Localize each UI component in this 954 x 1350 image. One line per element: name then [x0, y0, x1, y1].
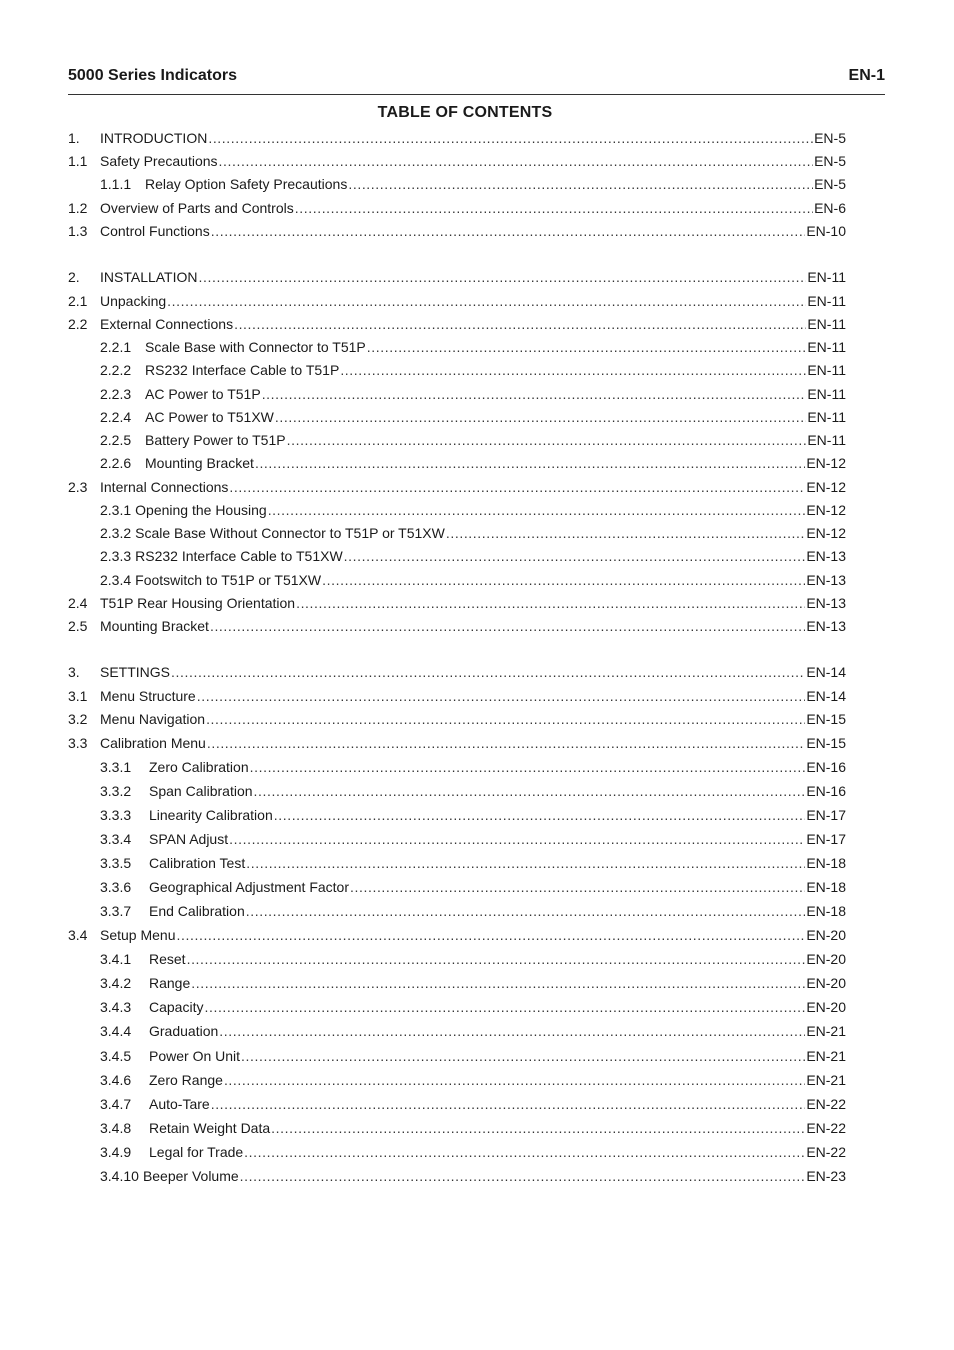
dot-leader [367, 337, 807, 357]
toc-entry-number: 3.4.2 [100, 975, 132, 991]
toc-entry-page: EN-12 [806, 455, 846, 471]
toc-entry-label: Span Calibration [149, 783, 253, 799]
dot-leader [271, 1118, 805, 1138]
toc-entry-number: 2.2.2 [100, 362, 132, 378]
toc-entry-page: EN-22 [806, 1096, 846, 1112]
toc-entry-page: EN-5 [814, 176, 846, 192]
toc-entry-number: 3.3.4 [100, 831, 132, 847]
toc-entry-number: 3.4.9 [100, 1144, 132, 1160]
toc-entry-page: EN-12 [806, 479, 846, 495]
toc-entry[interactable] [68, 291, 846, 311]
toc-entry[interactable] [68, 1070, 846, 1090]
toc-entry[interactable] [68, 267, 846, 287]
toc-entry-label: Zero Range [149, 1072, 223, 1088]
dot-leader [199, 267, 807, 287]
toc-entry-label: Control Functions [100, 223, 210, 239]
toc-entry-label: Power On Unit [149, 1048, 241, 1064]
dot-leader [210, 616, 805, 636]
toc-entry-page: EN-11 [807, 362, 846, 378]
dot-leader [274, 805, 806, 825]
toc-entry-number: 2.2 [68, 316, 88, 332]
dot-leader [244, 1142, 805, 1162]
dot-leader [348, 174, 813, 194]
toc-entry-label: Setup Menu [100, 927, 176, 943]
toc-entry[interactable] [68, 949, 846, 969]
toc-entry-label: T51P Rear Housing Orientation [100, 595, 296, 611]
toc-entry-page: EN-11 [807, 339, 846, 355]
dot-leader [446, 523, 805, 543]
toc-entry-number: 3.4.4 [100, 1023, 132, 1039]
toc-entry-number: 3.2 [68, 711, 88, 727]
toc-entry[interactable] [68, 1094, 846, 1114]
dot-leader [246, 853, 805, 873]
toc-heading: TABLE OF CONTENTS [377, 104, 553, 121]
toc-entry-number: 3.3 [68, 735, 88, 751]
toc-entry-number: 2.1 [68, 293, 88, 309]
toc-entry-label: Calibration Menu [100, 735, 206, 751]
dot-leader [219, 151, 814, 171]
toc-entry-label: Menu Structure [100, 688, 196, 704]
toc-entry-page: EN-18 [806, 879, 846, 895]
toc-entry-label: INSTALLATION [100, 269, 198, 285]
toc-entry[interactable] [68, 477, 846, 497]
toc-entry-page: EN-11 [807, 409, 846, 425]
toc-entry[interactable] [68, 1118, 846, 1138]
toc-entry-label: Geographical Adjustment Factor [149, 879, 349, 895]
dot-leader [224, 1070, 805, 1090]
toc-entry[interactable] [68, 616, 846, 636]
dot-leader [241, 1046, 805, 1066]
toc-entry[interactable] [68, 198, 846, 218]
toc-entry-label: Calibration Test [149, 855, 246, 871]
toc-entry-label: AC Power to T51P [145, 386, 261, 402]
dot-leader [206, 709, 805, 729]
toc-entry-page: EN-18 [806, 855, 846, 871]
toc-entry-number: 2.3.1 [100, 502, 132, 518]
toc-entry-number: 3.4.10 [100, 1168, 139, 1184]
dot-leader [204, 997, 805, 1017]
toc-entry-label: Safety Precautions [100, 153, 218, 169]
toc-entry-label: Overview of Parts and Controls [100, 200, 294, 216]
toc-entry-page: EN-21 [806, 1048, 846, 1064]
toc-entry[interactable] [68, 128, 846, 148]
toc-entry-label: Battery Power to T51P [145, 432, 286, 448]
dot-leader [287, 430, 807, 450]
toc-entry[interactable] [68, 997, 846, 1017]
toc-entry-number: 2.2.4 [100, 409, 132, 425]
toc-entry[interactable] [68, 1021, 846, 1041]
toc-entry-number: 3.3.6 [100, 879, 132, 895]
document-title: 5000 Series Indicators [68, 67, 237, 84]
toc-entry-label: AC Power to T51XW [145, 409, 274, 425]
toc-entry-page: EN-17 [806, 831, 846, 847]
toc-entry-number: 2.2.5 [100, 432, 132, 448]
dot-leader [229, 829, 805, 849]
dot-leader [295, 198, 813, 218]
toc-entry-label: INTRODUCTION [100, 130, 208, 146]
toc-entry-page: EN-22 [806, 1144, 846, 1160]
toc-entry-page: EN-15 [806, 735, 846, 751]
toc-entry-number: 2.2.1 [100, 339, 132, 355]
toc-entry-number: 2.2.6 [100, 455, 132, 471]
toc-entry[interactable] [68, 593, 846, 613]
toc-entry[interactable] [68, 1046, 846, 1066]
toc-entry-page: EN-20 [806, 975, 846, 991]
toc-entry-page: EN-11 [807, 293, 846, 309]
dot-leader [167, 291, 806, 311]
toc-entry-number: 1.2 [68, 200, 88, 216]
dot-leader [191, 973, 805, 993]
toc-entry-label: Graduation [149, 1023, 219, 1039]
dot-leader [340, 360, 806, 380]
toc-entry-number: 2.3 [68, 479, 88, 495]
toc-entry-number: 3.3.2 [100, 783, 132, 799]
toc-entry[interactable] [68, 925, 846, 945]
toc-entry-number: 2. [68, 269, 80, 285]
dot-leader [275, 407, 806, 427]
toc-entry[interactable] [68, 337, 846, 357]
toc-entry-page: EN-13 [806, 618, 846, 634]
toc-entry-number: 2.4 [68, 595, 88, 611]
toc-entry-label: Linearity Calibration [149, 807, 273, 823]
toc-entry-label: Opening the Housing [135, 502, 267, 518]
toc-entry-number: 3.3.5 [100, 855, 132, 871]
toc-entry-label: Zero Calibration [149, 759, 249, 775]
toc-entry-label: Scale Base Without Connector to T51P or T51XW [135, 525, 445, 541]
dot-leader [262, 384, 807, 404]
toc-entry-page: EN-21 [806, 1072, 846, 1088]
dot-leader [350, 877, 805, 897]
toc-entry-label: Mounting Bracket [145, 455, 254, 471]
toc-entry-page: EN-13 [806, 595, 846, 611]
toc-entry-label: Relay Option Safety Precautions [145, 176, 348, 192]
toc-entry-label: Menu Navigation [100, 711, 206, 727]
toc-entry-number: 3.4.5 [100, 1048, 132, 1064]
toc-entry-label: RS232 Interface Cable to T51P [145, 362, 340, 378]
dot-leader [211, 221, 806, 241]
toc-entry-label: Auto-Tare [149, 1096, 210, 1112]
toc-entry[interactable] [68, 973, 846, 993]
toc-entry-page: EN-21 [806, 1023, 846, 1039]
toc-entry-number: 2.5 [68, 618, 88, 634]
toc-entry[interactable] [68, 453, 846, 473]
toc-entry-number: 3.3.3 [100, 807, 132, 823]
toc-entry-page: EN-18 [806, 903, 846, 919]
toc-entry-page: EN-12 [806, 525, 846, 541]
toc-entry-page: EN-16 [806, 759, 846, 775]
page-number: EN-1 [848, 67, 885, 84]
toc-entry-label: Capacity [149, 999, 204, 1015]
dot-leader [250, 757, 806, 777]
toc-entry[interactable] [68, 384, 846, 404]
toc-entry[interactable] [68, 500, 846, 520]
toc-entry-label: Retain Weight Data [149, 1120, 271, 1136]
toc-entry[interactable] [68, 570, 846, 590]
toc-entry-label: Mounting Bracket [100, 618, 209, 634]
toc-entry[interactable] [68, 221, 846, 241]
toc-entry-page: EN-5 [814, 153, 846, 169]
toc-entry[interactable] [68, 151, 846, 171]
toc-entry-number: 3.4.8 [100, 1120, 132, 1136]
toc-entry-page: EN-14 [806, 664, 846, 680]
dot-leader [254, 781, 806, 801]
dot-leader [187, 949, 806, 969]
toc-entry-number: 3.4.3 [100, 999, 132, 1015]
toc-entry-label: Range [149, 975, 191, 991]
dot-leader [255, 453, 805, 473]
toc-entry-label: Reset [149, 951, 186, 967]
toc-entry-number: 3.1 [68, 688, 88, 704]
toc-entry-number: 2.2.3 [100, 386, 132, 402]
toc-entry[interactable] [68, 805, 846, 825]
toc-entry-page: EN-11 [807, 432, 846, 448]
toc-entry[interactable] [68, 877, 846, 897]
dot-leader [268, 500, 806, 520]
toc-entry-label: Beeper Volume [142, 1168, 239, 1184]
toc-entry[interactable] [68, 901, 846, 921]
toc-entry-page: EN-5 [814, 130, 846, 146]
dot-leader [171, 662, 805, 682]
toc-entry[interactable] [68, 546, 846, 566]
dot-leader [197, 686, 806, 706]
toc-entry-page: EN-15 [806, 711, 846, 727]
toc-entry-page: EN-12 [806, 502, 846, 518]
toc-entry[interactable] [68, 360, 846, 380]
toc-entry[interactable] [68, 174, 846, 194]
toc-entry[interactable] [68, 709, 846, 729]
toc-entry-page: EN-23 [806, 1168, 846, 1184]
toc-entry-number: 2.3.2 [100, 525, 132, 541]
toc-entry-label: SPAN Adjust [149, 831, 229, 847]
toc-entry-page: EN-13 [806, 572, 846, 588]
toc-entry[interactable] [68, 314, 846, 334]
toc-entry-number: 3.4.6 [100, 1072, 132, 1088]
toc-entry-page: EN-20 [806, 951, 846, 967]
toc-entry[interactable] [68, 662, 846, 682]
toc-entry[interactable] [68, 1142, 846, 1162]
toc-entry[interactable] [68, 781, 846, 801]
toc-entry-page: EN-11 [807, 316, 846, 332]
toc-entry-page: EN-22 [806, 1120, 846, 1136]
toc-entry-label: Footswitch to T51P or T51XW [135, 572, 322, 588]
toc-entry-number: 3.4 [68, 927, 88, 943]
toc-entry-page: EN-17 [806, 807, 846, 823]
dot-leader [219, 1021, 805, 1041]
dot-leader [207, 733, 805, 753]
toc-entry[interactable] [68, 686, 846, 706]
toc-entry[interactable] [68, 407, 846, 427]
toc-entry-number: 3.3.1 [100, 759, 132, 775]
page-header [68, 66, 885, 95]
toc-entry-number: 3.4.7 [100, 1096, 132, 1112]
toc-entry-page: EN-20 [806, 999, 846, 1015]
dot-leader [208, 128, 813, 148]
toc-entry-label: Internal Connections [100, 479, 229, 495]
dot-leader [211, 1094, 806, 1114]
toc-entry-number: 1.1 [68, 153, 88, 169]
toc-entry-page: EN-20 [806, 927, 846, 943]
toc-entry-label: Unpacking [100, 293, 167, 309]
toc-entry-label: RS232 Interface Cable to T51XW [135, 548, 343, 564]
toc-entry[interactable] [68, 523, 846, 543]
toc-entry[interactable] [68, 853, 846, 873]
dot-leader [240, 1166, 806, 1186]
toc-entry-number: 2.3.4 [100, 572, 132, 588]
toc-entry-number: 1.3 [68, 223, 88, 239]
toc-entry-label: Legal for Trade [149, 1144, 244, 1160]
toc-entry[interactable] [68, 733, 846, 753]
toc-entry-number: 3.4.1 [100, 951, 132, 967]
dot-leader [177, 925, 806, 945]
dot-leader [229, 477, 805, 497]
dot-leader [296, 593, 805, 613]
dot-leader [246, 901, 806, 921]
toc-entry-label: End Calibration [149, 903, 245, 919]
toc-entry-page: EN-16 [806, 783, 846, 799]
toc-entry-number: 3. [68, 664, 80, 680]
toc-entry-page: EN-11 [807, 386, 846, 402]
toc-entry-number: 1. [68, 130, 80, 146]
toc-entry-page: EN-10 [806, 223, 846, 239]
toc-entry-number: 1.1.1 [100, 176, 132, 192]
toc-entry-label: SETTINGS [100, 664, 171, 680]
toc-entry[interactable] [68, 829, 846, 849]
toc-entry-number: 2.3.3 [100, 548, 132, 564]
dot-leader [234, 314, 806, 334]
toc-entry-label: Scale Base with Connector to T51P [145, 339, 366, 355]
toc-entry[interactable] [68, 1166, 846, 1186]
dot-leader [344, 546, 806, 566]
toc-entry-page: EN-14 [806, 688, 846, 704]
toc-entry[interactable] [68, 430, 846, 450]
toc-entry-number: 3.3.7 [100, 903, 132, 919]
toc-entry-page: EN-11 [807, 269, 846, 285]
toc-entry-page: EN-13 [806, 548, 846, 564]
dot-leader [322, 570, 805, 590]
toc-entry-label: External Connections [100, 316, 234, 332]
toc-entry-page: EN-6 [814, 200, 846, 216]
toc-entry[interactable] [68, 757, 846, 777]
